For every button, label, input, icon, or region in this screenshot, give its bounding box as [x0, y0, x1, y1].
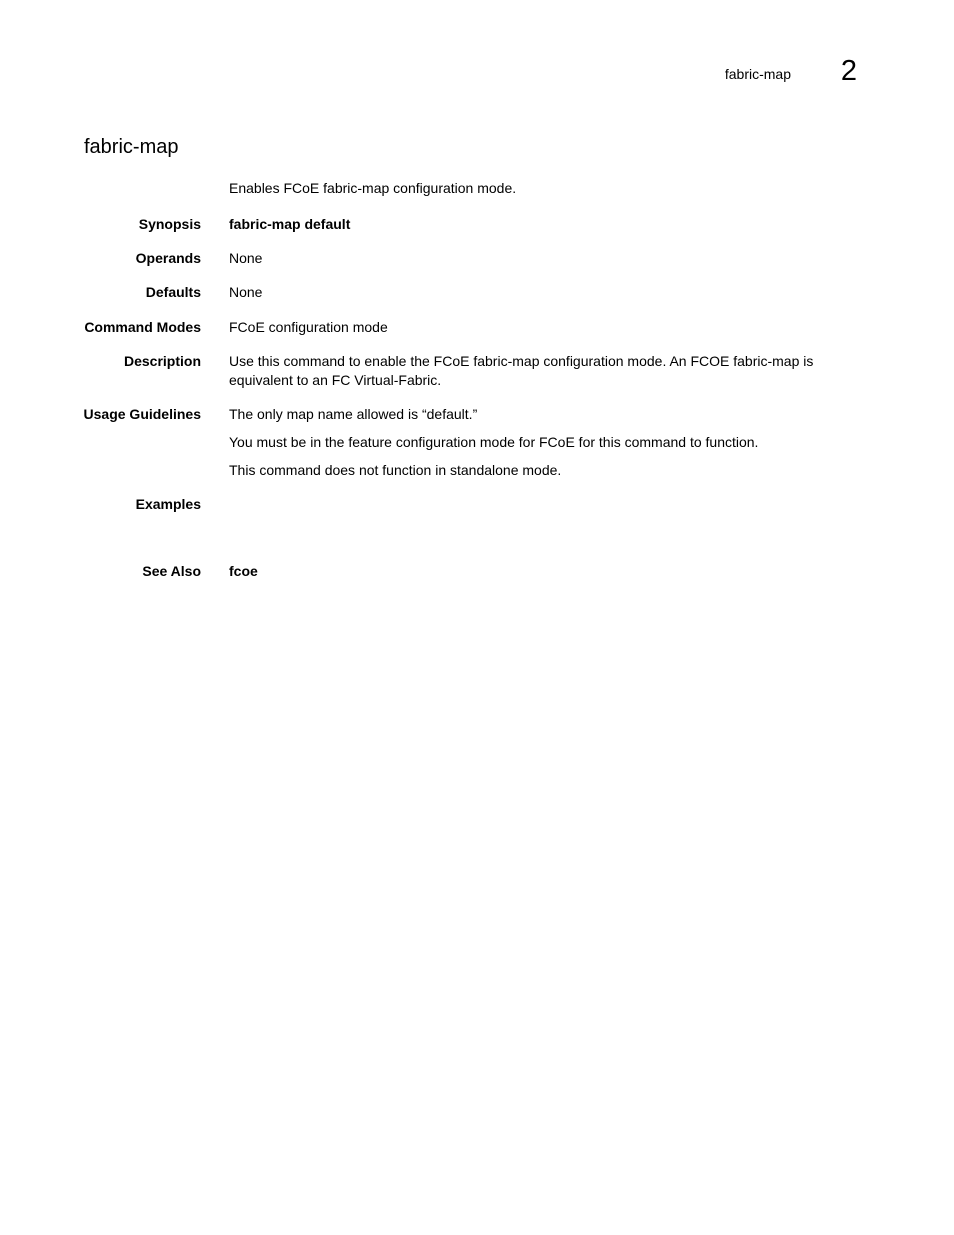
- usage-guideline-paragraph: The only map name allowed is “default.”: [229, 406, 478, 422]
- operands-value: None: [229, 250, 263, 266]
- description-value: Use this command to enable the FCoE fabric-map configuration mode. An FCOE fabric-map is equivalent to an FC Virtual-Fabric.: [229, 353, 814, 388]
- examples-label: Examples: [135, 496, 201, 512]
- usage-guidelines-value: [229, 405, 859, 489]
- running-header: [600, 56, 860, 90]
- command-modes-label: Command Modes: [84, 319, 201, 335]
- command-summary: Enables FCoE fabric-map configuration mode.: [229, 180, 517, 196]
- see-also-value: fcoe: [229, 563, 258, 579]
- running-header-title: fabric-map: [724, 66, 791, 82]
- chapter-number: 2: [840, 55, 857, 87]
- operands-label: Operands: [135, 250, 201, 266]
- synopsis-label: Synopsis: [138, 216, 201, 232]
- description-label: Description: [123, 353, 201, 369]
- usage-guideline-paragraph: You must be in the feature configuration mode for FCoE for this command to function.: [229, 434, 759, 450]
- usage-guideline-paragraph: This command does not function in standalone mode.: [229, 462, 562, 478]
- synopsis-value: fabric-map default: [229, 216, 351, 232]
- see-also-label: See Also: [142, 563, 201, 579]
- defaults-value: None: [229, 284, 263, 300]
- defaults-label: Defaults: [145, 284, 201, 300]
- page-title: fabric-map: [84, 136, 179, 158]
- command-modes-value: FCoE configuration mode: [229, 319, 388, 335]
- usage-guidelines-label: Usage Guidelines: [83, 406, 201, 422]
